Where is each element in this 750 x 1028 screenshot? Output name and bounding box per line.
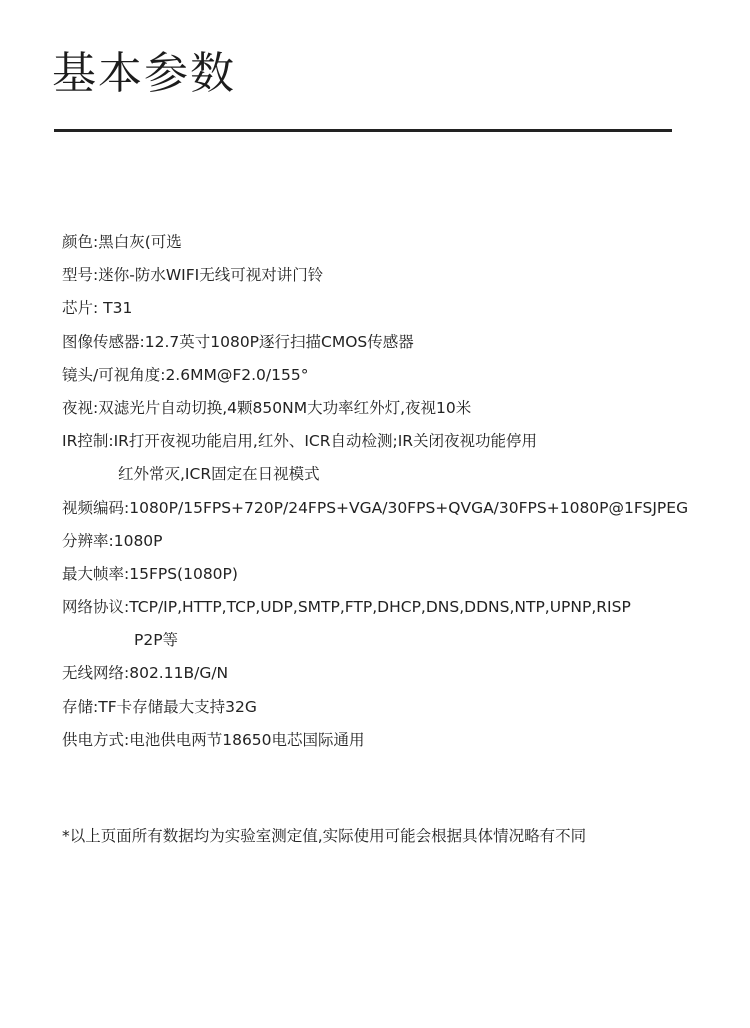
spec-line-storage: 存储:TF卡存储最大支持32G (62, 697, 257, 716)
title-divider (54, 129, 672, 132)
spec-line-chip: 芯片: T31 (62, 299, 133, 318)
spec-line-image-sensor: 图像传感器:12.7英寸1080P逐行扫描CMOS传感器 (62, 332, 414, 351)
spec-line-color: 颜色:黑白灰(可选 (62, 233, 182, 251)
spec-line-lens: 镜头/可视角度:2.6MM@F2.0/155° (62, 365, 309, 384)
footnote: *以上页面所有数据均为实验室测定值,实际使用可能会根据具体情况略有不同 (62, 827, 587, 845)
spec-line-wireless: 无线网络:802.11B/G/N (62, 664, 229, 683)
spec-list (62, 226, 742, 757)
spec-line-network-protocols: 网络协议:TCP/IP,HTTP,TCP,UDP,SMTP,FTP,DHCP,DNS,DDNS,NTP,UPNP,RISP (62, 598, 631, 617)
spec-line-power: 供电方式:电池供电两节18650电芯国际通用 (62, 730, 365, 749)
spec-line-night-vision: 夜视:双滤光片自动切换,4颗850NM大功率红外灯,夜视10米 (62, 398, 472, 417)
spec-line-network-protocols-continued: P2P等 (134, 631, 179, 650)
page-title: 基本参数 (52, 48, 236, 99)
spec-line-video-encoding: 视频编码:1080P/15FPS+720P/24FPS+VGA/30FPS+QVGA/30FPS+1080P@1FSJPEG (62, 498, 689, 517)
spec-line-model: 型号:迷你-防水WIFI无线可视对讲门铃 (62, 266, 324, 285)
spec-line-resolution: 分辨率:1080P (62, 531, 163, 550)
spec-line-ir-control-continued: 红外常灭,ICR固定在日视模式 (118, 465, 320, 484)
spec-line-max-frame-rate: 最大帧率:15FPS(1080P) (62, 564, 238, 583)
spec-line-ir-control: IR控制:IR打开夜视功能启用,红外、ICR自动检测;IR关闭夜视功能停用 (62, 432, 538, 451)
